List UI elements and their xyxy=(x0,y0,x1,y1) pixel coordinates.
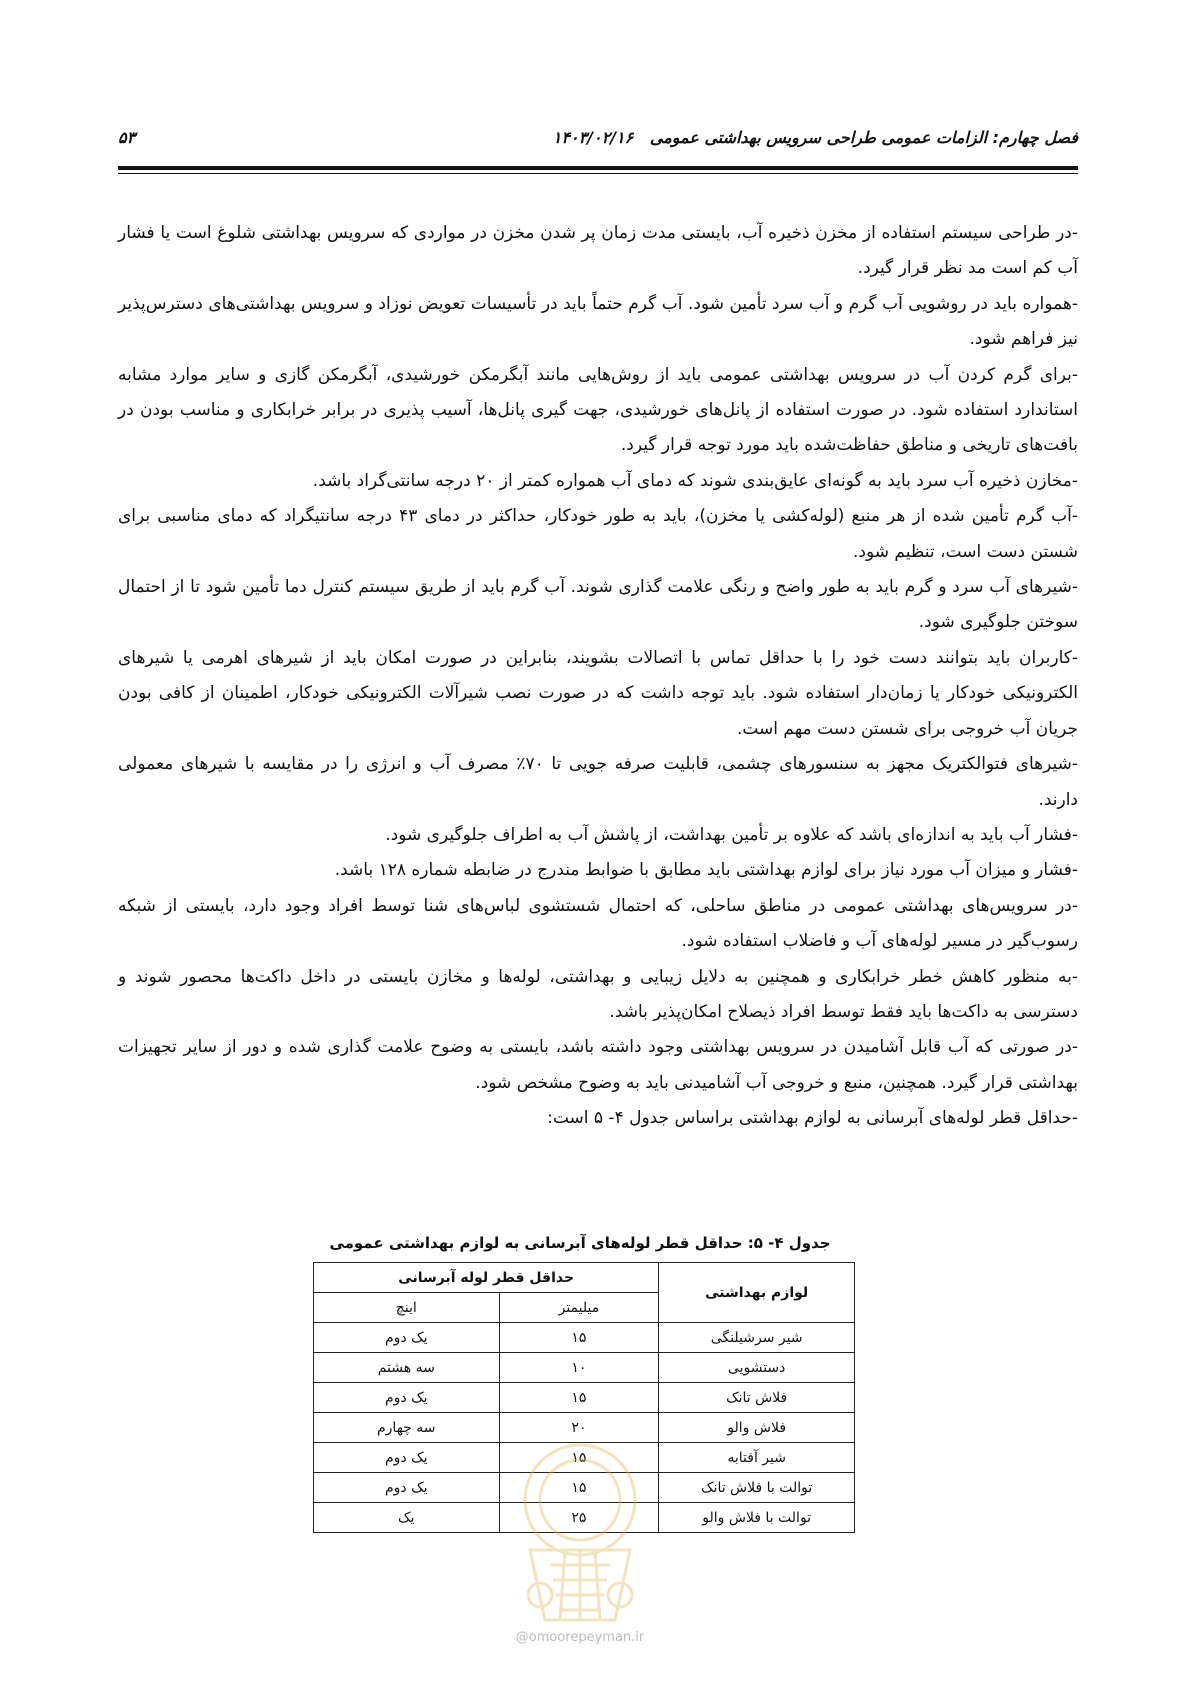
cell-fixture: توالت با فلاش والو xyxy=(659,1503,855,1533)
paragraph: -شیرهای آب سرد و گرم باید به طور واضح و رنگی علامت گذاری شوند. آب گرم باید از طریق سیستم کنترل دما تأمین شود تا از احتمال سوختن جلوگیری شود. xyxy=(118,577,1078,633)
table-row xyxy=(314,1323,855,1353)
cell-inch: یک دوم xyxy=(314,1473,500,1503)
paragraph: -در طراحی سیستم استفاده از مخزن ذخیره آب، بایستی مدت زمان پر شدن مخزن در مواردی که سرویس بهداشتی شلوغ است یا فشار آب کم است مد نظر قرار گیرد. xyxy=(118,223,1078,279)
chapter-title: فصل چهارم: الزامات عمومی طراحی سرویس بهداشتی عمومی xyxy=(649,128,1078,147)
watermark-seal-icon xyxy=(505,1430,655,1630)
cell-fixture: شیر سرشیلنگی xyxy=(659,1323,855,1353)
paragraph: -در صورتی که آب قابل آشامیدن در سرویس بهداشتی وجود داشته باشد، بایستی به وضوح علامت گذاری شده و دور از سایر تجهیزات بهداشتی قرار گیرد. همچنین، منبع و خروجی آب آشامیدنی باید به وضوح مشخص شود. xyxy=(118,1037,1078,1093)
cell-mm: ۱۵ xyxy=(499,1443,659,1473)
paragraph: -شیرهای فتوالکتریک مجهز به سنسورهای چشمی، قابلیت صرفه جویی تا ۷۰٪ مصرف آب و انرژی را در مقایسه با شیرهای معمولی دارند. xyxy=(118,754,1078,810)
paragraph: -همواره باید در روشویی آب گرم و آب سرد تأمین شود. آب گرم حتماً باید در تأسیسات تعویض نوزاد و سرویس بهداشتی‌های دسترس‌پذیر نیز فراهم شود. xyxy=(118,293,1078,350)
cell-fixture: شیر آفتابه xyxy=(659,1443,855,1473)
header-mm: میلیمتر xyxy=(499,1293,659,1323)
table-caption: جدول ۴- ۵: حداقل قطر لوله‌های آبرسانی به لوازم بهداشتی عمومی xyxy=(329,1234,831,1252)
paragraph: -به منظور کاهش خطر خرابکاری و همچنین به دلایل زیبایی و بهداشتی، لوله‌ها و مخازن بایستی در داخل داکت‌ها محصور شوند و دسترسی به داکت‌ها باید فقط توسط افراد ذیصلاح امکان‌پذیر باشد. xyxy=(118,966,1078,1022)
paragraph: -کاربران باید بتوانند دست خود را با حداقل تماس با اتصالات بشویند، بنابراین در صورت امکان باید از شیرهای اهرمی یا شیرهای الکترونیکی خودکار یا زمان‌دار استفاده شود. باید توجه داشت که در صورت نصب شیرآلات الکترونیکی خودکار، اطمینان از کافی بودن جریان آب خروجی برای شستن دست مهم است. xyxy=(118,647,1078,739)
page-header xyxy=(118,128,1078,154)
header-fixture: لوازم بهداشتی xyxy=(659,1263,855,1323)
cell-fixture: فلاش تانک xyxy=(659,1383,855,1413)
cell-fixture: توالت با فلاش تانک xyxy=(659,1473,855,1503)
paragraph: -فشار آب باید به اندازه‌ای باشد که علاوه بر تأمین بهداشت، از پاشش آب به اطراف جلوگیری شود. xyxy=(385,824,1078,845)
cell-inch: سه هشتم xyxy=(314,1353,500,1383)
header-date: ۱۴۰۳/۰۲/۱۶ xyxy=(552,128,634,147)
cell-inch: یک دوم xyxy=(314,1383,500,1413)
cell-inch: یک دوم xyxy=(314,1323,500,1353)
header-rule-thick xyxy=(118,166,1078,170)
cell-mm: ۱۵ xyxy=(499,1323,659,1353)
table-row xyxy=(314,1383,855,1413)
paragraph: -حداقل قطر لوله‌های آبرسانی به لوازم بهداشتی براساس جدول ۴- ۵ است: xyxy=(547,1108,1078,1129)
header-inch: اینچ xyxy=(314,1293,500,1323)
cell-fixture: فلاش والو xyxy=(659,1413,855,1443)
cell-inch: یک xyxy=(314,1503,500,1533)
paragraph: -مخازن ذخیره آب سرد باید به گونه‌ای عایق‌بندی شوند که دمای آب همواره کمتر از ۲۰ درجه سانتی‌گراد باشد. xyxy=(312,470,1078,491)
watermark-site: @omoorepeyman.ir xyxy=(515,1630,645,1645)
cell-mm: ۱۰ xyxy=(499,1353,659,1383)
cell-mm: ۱۵ xyxy=(499,1473,659,1503)
header-group: حداقل قطر لوله آبرسانی xyxy=(314,1263,659,1293)
cell-mm: ۲۰ xyxy=(499,1413,659,1443)
cell-mm: ۱۵ xyxy=(499,1383,659,1413)
cell-mm: ۲۵ xyxy=(499,1503,659,1533)
header-rule-thin xyxy=(118,173,1078,174)
paragraph: -در سرویس‌های بهداشتی عمومی در مناطق ساحلی، که احتمال شستشوی لباس‌های شنا توسط افراد وجود دارد، بایستی از شبکه رسوب‌گیر در مسیر لوله‌های آب و فاضلاب استفاده شود. xyxy=(118,895,1078,952)
paragraph: -آب گرم تأمین شده از هر منبع (لوله‌کشی یا مخزن)، باید به طور خودکار، حداکثر در دمای ۴۳ درجه سانتیگراد که دمای مناسبی برای شستن دست است، تنظیم شود. xyxy=(118,506,1078,562)
body-text xyxy=(118,216,1078,1137)
page-number: ۵۳ xyxy=(118,128,136,147)
paragraph: -برای گرم کردن آب در سرویس بهداشتی عمومی باید از روش‌هایی مانند آبگرمکن خورشیدی، آبگرمکن گازی و سایر موارد مشابه استاندارد استفاده شود. در صورت استفاده از پانل‌های خورشیدی، جهت گیری پانل‌ها، آسیب پذیری در برابر خرابکاری و مناسب بودن در بافت‌های تاریخی و مناطق حفاظت‌شده باید مورد توجه قرار گیرد. xyxy=(118,364,1078,456)
cell-fixture: دستشویی xyxy=(659,1353,855,1383)
cell-inch: یک دوم xyxy=(314,1443,500,1473)
table-row xyxy=(314,1353,855,1383)
cell-inch: سه چهارم xyxy=(314,1413,500,1443)
paragraph: -فشار و میزان آب مورد نیاز برای لوازم بهداشتی باید مطابق با ضوابط مندرج در ضابطه شماره ۱۲۸ باشد. xyxy=(334,860,1078,881)
